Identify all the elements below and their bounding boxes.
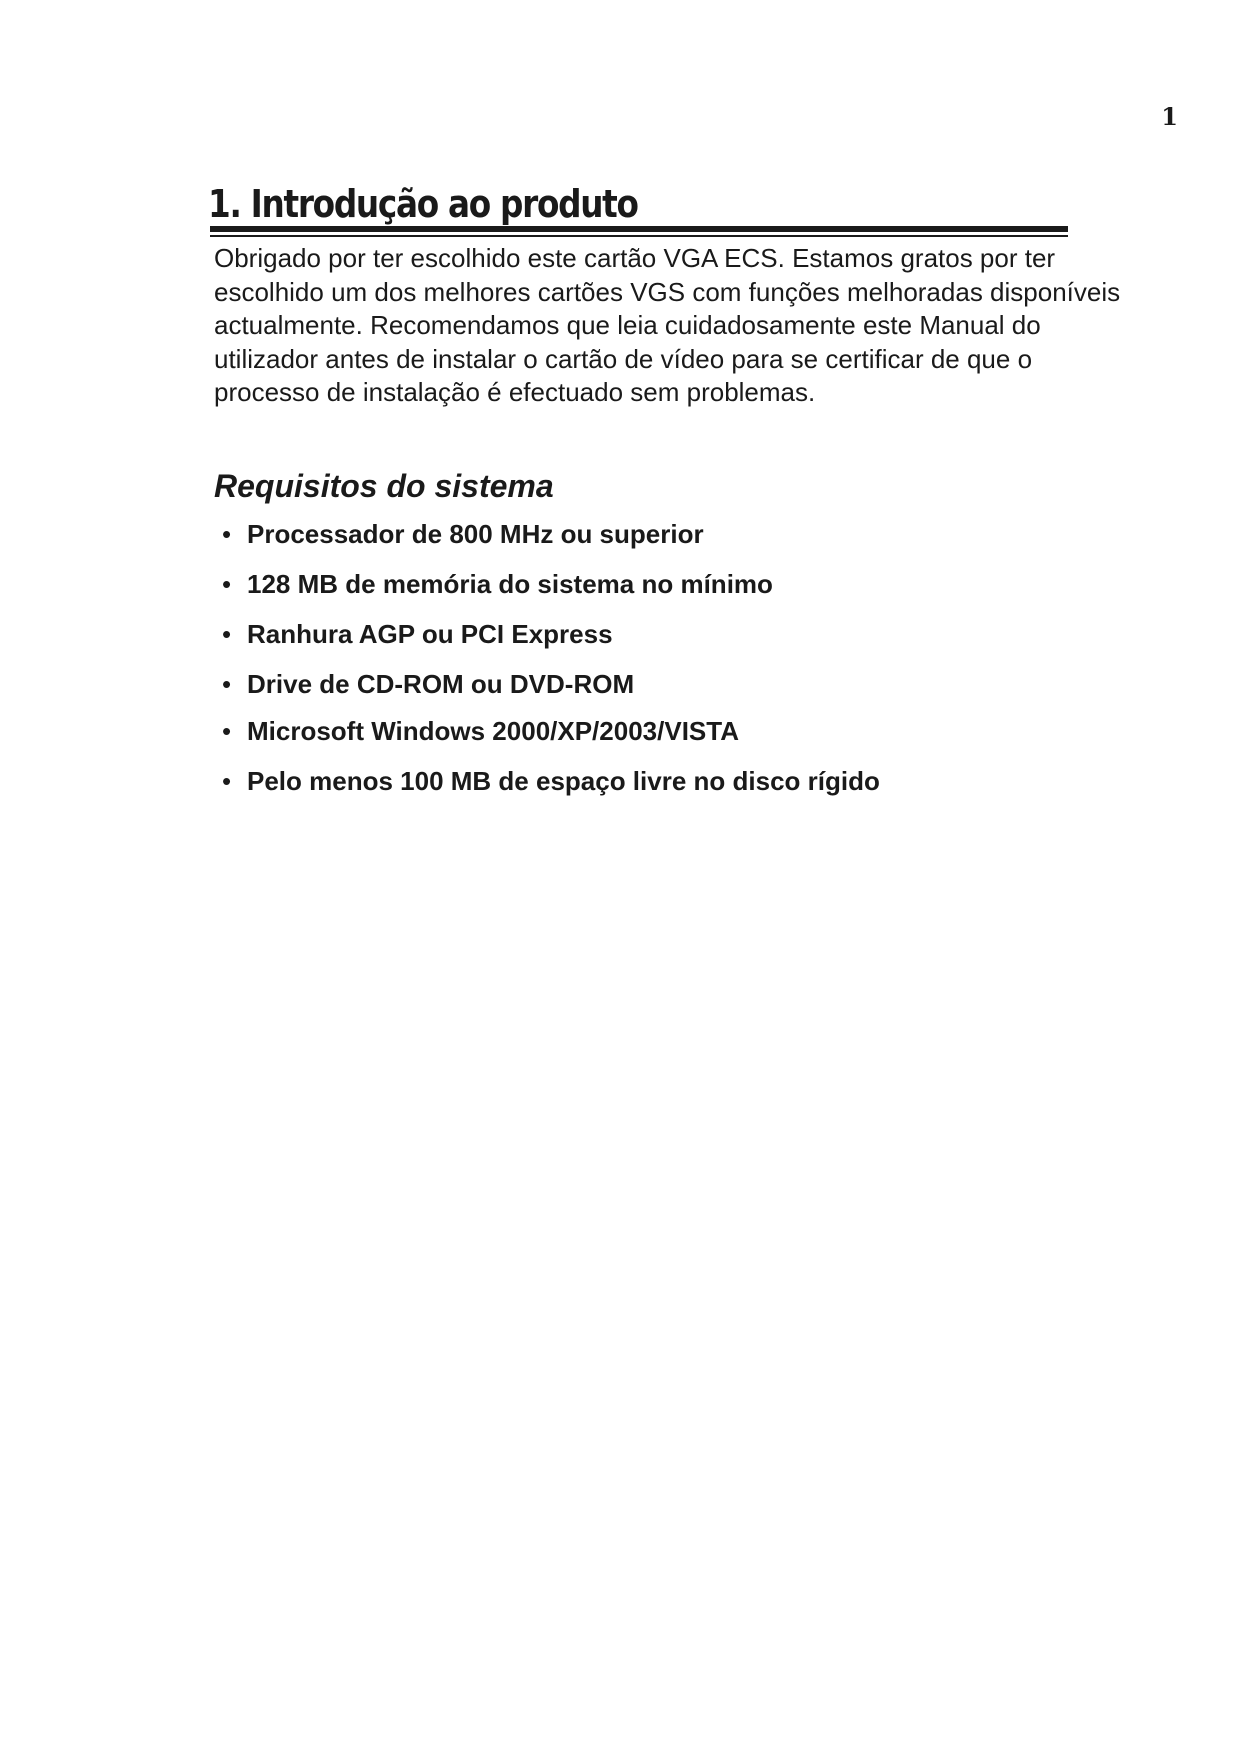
bullet-icon: • bbox=[222, 716, 232, 746]
bullet-icon: • bbox=[222, 669, 232, 699]
page-number: 1 bbox=[1161, 102, 1178, 131]
bullet-icon: • bbox=[222, 519, 232, 549]
requirement-text: Ranhura AGP ou PCI Express bbox=[247, 619, 613, 649]
bullet-icon: • bbox=[222, 569, 232, 599]
requirement-text: Microsoft Windows 2000/XP/2003/VISTA bbox=[247, 716, 739, 746]
bullet-icon: • bbox=[222, 619, 232, 649]
intro-paragraph: Obrigado por ter escolhido este cartão VGA ECS. Estamos gratos por ter escolhido um dos melhores cartões VGS com funções melhoradas disponíveis actualmente. Recomendamos que leia cuidadosamente este Manual do utilizador antes de instalar o cartão de vídeo para se certificar de que o processo de instalação é efectuado sem problemas. bbox=[214, 243, 1121, 407]
title-rule-thin-line bbox=[210, 235, 1068, 237]
title-rule-thick-line bbox=[210, 226, 1068, 232]
section-title: 1. Introdução ao produto bbox=[208, 182, 638, 226]
title-rule bbox=[210, 226, 1068, 238]
bullet-icon: • bbox=[222, 766, 232, 796]
requirement-text: Drive de CD-ROM ou DVD-ROM bbox=[247, 669, 635, 699]
requirement-text: Pelo menos 100 MB de espaço livre no disco rígido bbox=[247, 766, 880, 796]
requirement-text: Processador de 800 MHz ou superior bbox=[247, 519, 704, 549]
requirements-title: Requisitos do sistema bbox=[214, 468, 554, 504]
requirement-text: 128 MB de memória do sistema no mínimo bbox=[247, 569, 773, 599]
